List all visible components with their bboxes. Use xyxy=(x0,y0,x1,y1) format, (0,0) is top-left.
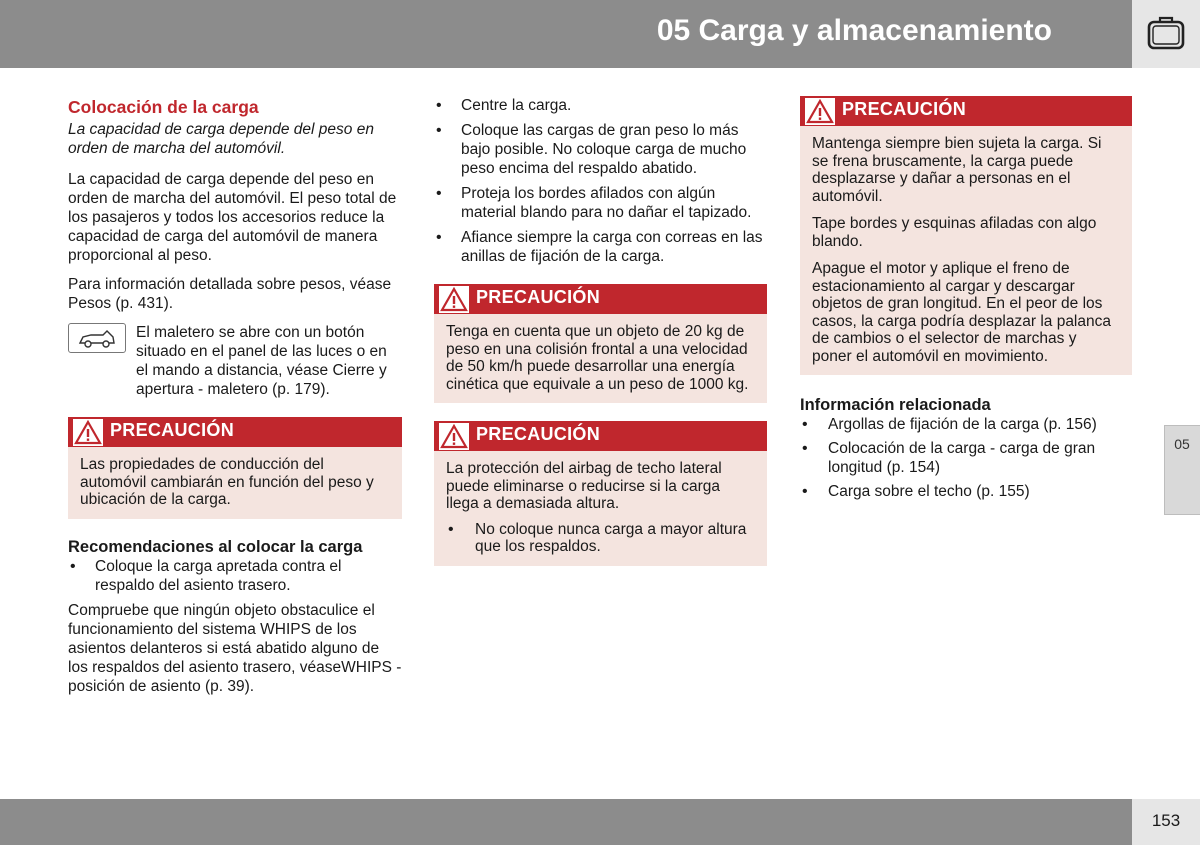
list-item: • Proteja los bordes afilados con algún material blando para no dañar el tapizado. xyxy=(434,184,767,222)
warning-title: PRECAUCIÓN xyxy=(476,424,601,444)
warning-icon xyxy=(439,423,469,450)
related-links-list xyxy=(800,415,1132,501)
related-link[interactable]: • Carga sobre el techo (p. 155) xyxy=(800,482,1132,501)
warning-text: Tape bordes y esquinas afiladas con algo blando. xyxy=(812,215,1097,250)
warning-body xyxy=(68,447,402,519)
warning-header xyxy=(434,421,767,451)
chapter-icon-box xyxy=(1132,0,1200,68)
section-intro: La capacidad de carga depende del peso en orden de marcha del automóvil. xyxy=(68,121,374,157)
warning-title: PRECAUCIÓN xyxy=(476,287,601,307)
paragraph: Compruebe que ningún objeto obstaculice el funcionamiento del sistema WHIPS de los asientos delanteros si está abatido alguno de los respaldos del asiento trasero, véaseWHIPS - posición de asiento (p. 39). xyxy=(68,601,402,695)
trunk-button-note xyxy=(68,323,402,399)
page-number-box xyxy=(1132,799,1200,845)
chapter-side-tab[interactable] xyxy=(1164,425,1200,515)
footer-bar xyxy=(0,799,1132,845)
section-title: Colocación de la carga xyxy=(68,97,259,117)
warning-title: PRECAUCIÓN xyxy=(110,420,235,440)
warning-text: Mantenga siempre bien sujeta la carga. Si se frena bruscamente, la carga puede desplazarse y dañar a personas en el automóvil. xyxy=(812,135,1102,205)
warning-box xyxy=(800,96,1132,375)
recommendations-heading: Recomendaciones al colocar la carga xyxy=(68,537,363,556)
list-item: • No coloque nunca carga a mayor altura que los respaldos. xyxy=(446,521,755,556)
warning-icon xyxy=(439,286,469,313)
related-info-heading: Información relacionada xyxy=(800,396,991,414)
car-trunk-open-icon xyxy=(68,323,126,353)
warning-text: La protección del airbag de techo lateral puede eliminarse o reducirse si la carga llega a demasiada altura. xyxy=(446,460,722,512)
side-tab-label: 05 xyxy=(1174,436,1190,452)
related-link[interactable]: • Colocación de la carga - carga de gran longitud (p. 154) xyxy=(800,439,1132,477)
related-link[interactable]: • Argollas de fijación de la carga (p. 156) xyxy=(800,415,1132,434)
warning-header xyxy=(68,417,402,447)
warning-icon xyxy=(73,419,103,446)
warning-box xyxy=(68,417,402,519)
warning-box xyxy=(434,284,767,403)
column-3 xyxy=(800,96,1132,506)
paragraph: Para información detallada sobre pesos, véase Pesos (p. 431). xyxy=(68,276,392,312)
chapter-title: 05 Carga y almacenamiento xyxy=(656,14,1052,47)
column-2 xyxy=(434,96,767,584)
warning-icon xyxy=(805,98,835,125)
warning-title: PRECAUCIÓN xyxy=(842,99,967,119)
warning-list xyxy=(446,521,755,556)
trunk-button-text: El maletero se abre con un botón situado en el panel de las luces o en el mando a distancia, véase Cierre y apertura - maletero (p. 179). xyxy=(136,324,387,398)
warning-body xyxy=(434,314,767,403)
warning-text: Apague el motor y aplique el freno de estacionamiento al cargar y descargar objetos de gran longitud. En el peor de los casos, la carga podría desplazar la palanca de cambios o el selector de marchas y poner el automóvil en movimiento. xyxy=(812,260,1111,365)
luggage-icon xyxy=(1145,13,1187,55)
list-item: • Centre la carga. xyxy=(434,96,767,115)
page-number: 153 xyxy=(1151,811,1181,830)
warning-box xyxy=(434,421,767,566)
header-bar xyxy=(0,0,1132,68)
list-item: • Coloque las cargas de gran peso lo más bajo posible. No coloque carga de mucho peso encima del respaldo abatido. xyxy=(434,121,767,178)
warning-text: Tenga en cuenta que un objeto de 20 kg de peso en una colisión frontal a una velocidad de 50 km/h puede desarrollar una energía cinética que equivale a un peso de 1000 kg. xyxy=(446,323,749,393)
warning-body xyxy=(434,451,767,566)
warning-body xyxy=(800,126,1132,375)
paragraph: La capacidad de carga depende del peso en orden de marcha del automóvil. El peso total de los pasajeros y todos los accesorios reduce la capacidad de carga del automóvil de manera proporcional al peso. xyxy=(68,171,397,264)
recommendations-list xyxy=(68,557,402,595)
list-item: • Coloque la carga apretada contra el respaldo del asiento trasero. xyxy=(68,557,402,595)
list-item: • Afiance siempre la carga con correas en las anillas de fijación de la carga. xyxy=(434,228,767,266)
warning-header xyxy=(434,284,767,314)
column-1 xyxy=(68,96,402,706)
loading-tips-list xyxy=(434,96,767,266)
warning-text: Las propiedades de conducción del automóvil cambiarán en función del peso y ubicación de la carga. xyxy=(80,456,374,508)
warning-header xyxy=(800,96,1132,126)
